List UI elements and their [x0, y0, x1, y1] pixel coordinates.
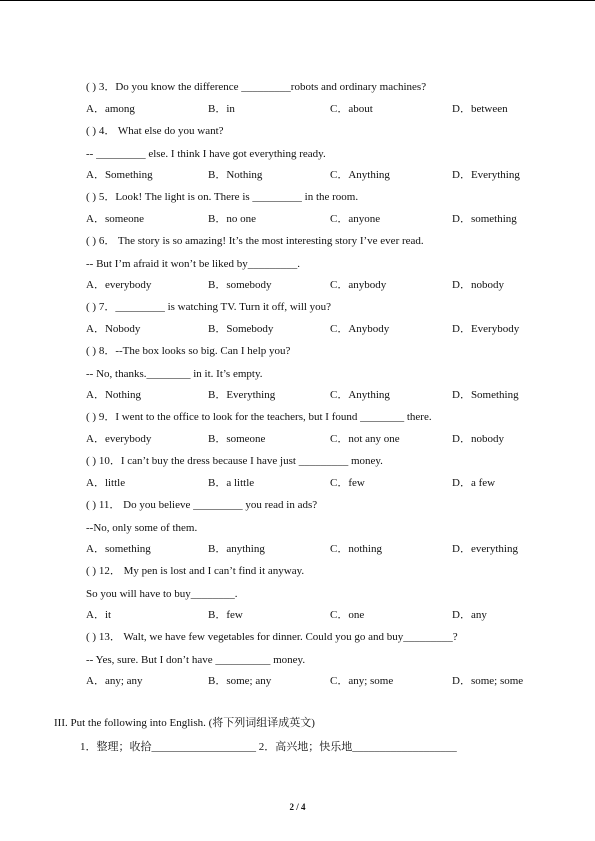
question-11-reply: --No, only some of them.	[86, 522, 198, 534]
option-d: D．everything	[452, 543, 518, 555]
option-b: B．Everything	[208, 389, 276, 401]
option-d: D．nobody	[452, 279, 504, 291]
option-d: D．a few	[452, 477, 496, 489]
option-b: B．somebody	[208, 279, 272, 291]
option-b: B．in	[208, 103, 235, 115]
option-d: D．Everybody	[452, 323, 520, 335]
option-a: A．Nobody	[86, 323, 141, 335]
option-d: D．any	[452, 609, 487, 621]
option-c: C．few	[330, 477, 365, 489]
option-a: A．Nothing	[86, 389, 141, 401]
option-a: A．everybody	[86, 433, 152, 445]
option-b: B．some; any	[208, 675, 272, 687]
translation-items: 1．整理；收拾___________________ 2．高兴地；快乐地___________________	[80, 741, 457, 753]
option-a: A．Something	[86, 169, 153, 181]
option-c: C．Anything	[330, 389, 390, 401]
question-6-options	[86, 278, 556, 292]
question-12-reply: So you will have to buy________.	[86, 588, 238, 600]
option-b: B．anything	[208, 543, 265, 555]
question-10-stem: ( ) 10．I can’t buy the dress because I have just _________ money.	[86, 455, 383, 467]
option-b: B．Nothing	[208, 169, 263, 181]
option-b: B．Somebody	[208, 323, 274, 335]
option-c: C．one	[330, 609, 365, 621]
question-13-reply: -- Yes, sure. But I don’t have __________ money.	[86, 654, 306, 666]
option-a: A．it	[86, 609, 112, 621]
option-c: C．anybody	[330, 279, 387, 291]
question-7-stem: ( ) 7．_________ is watching TV. Turn it off, will you?	[86, 301, 332, 313]
question-12-options	[86, 608, 556, 622]
question-4-reply: -- _________ else. I think I have got everything ready.	[86, 148, 326, 160]
question-8-options	[86, 388, 556, 402]
question-13-stem: ( ) 13． Walt, we have few vegetables for dinner. Could you go and buy_________?	[86, 631, 458, 643]
option-d: D．between	[452, 103, 508, 115]
question-5-options	[86, 212, 556, 226]
option-d: D．Something	[452, 389, 519, 401]
question-5-stem: ( ) 5．Look! The light is on. There is _________ in the room.	[86, 191, 359, 203]
question-8-reply: -- No, thanks.________ in it. It’s empty.	[86, 368, 263, 380]
option-c: C．Anything	[330, 169, 390, 181]
option-a: A．everybody	[86, 279, 152, 291]
option-c: C．Anybody	[330, 323, 390, 335]
question-4-stem: ( ) 4． What else do you want?	[86, 125, 224, 137]
option-b: B．a little	[208, 477, 255, 489]
page-number: 2 / 4	[289, 802, 306, 812]
option-c: C．anyone	[330, 213, 381, 225]
option-c: C．not any one	[330, 433, 400, 445]
option-c: C．any; some	[330, 675, 394, 687]
question-13-options	[86, 674, 556, 688]
question-9-options	[86, 432, 556, 446]
option-c: C．nothing	[330, 543, 382, 555]
question-3-stem: ( ) 3．Do you know the difference _________robots and ordinary machines?	[86, 81, 427, 93]
option-a: A．something	[86, 543, 151, 555]
question-6-stem: ( ) 6． The story is so amazing! It’s the most interesting story I’ve ever read.	[86, 235, 424, 247]
option-c: C．about	[330, 103, 373, 115]
question-11-stem: ( ) 11． Do you believe _________ you read in ads?	[86, 499, 318, 511]
option-b: B．someone	[208, 433, 266, 445]
question-4-options	[86, 168, 556, 182]
question-10-options	[86, 476, 556, 490]
option-a: A．little	[86, 477, 126, 489]
option-b: B．few	[208, 609, 243, 621]
question-8-stem: ( ) 8．--The box looks so big. Can I help you?	[86, 345, 291, 357]
option-b: B．no one	[208, 213, 256, 225]
question-3-options	[86, 102, 556, 116]
option-a: A．any; any	[86, 675, 143, 687]
question-12-stem: ( ) 12． My pen is lost and I can’t find it anyway.	[86, 565, 305, 577]
option-d: D．some; some	[452, 675, 524, 687]
option-a: A．someone	[86, 213, 145, 225]
option-d: D．nobody	[452, 433, 504, 445]
option-a: A．among	[86, 103, 135, 115]
question-7-options	[86, 322, 556, 336]
section-heading: III. Put the following into English. (将下列词组译成英文)	[54, 717, 315, 729]
question-11-options	[86, 542, 556, 556]
option-d: D．something	[452, 213, 517, 225]
question-9-stem: ( ) 9．I went to the office to look for the teachers, but I found ________ there.	[86, 411, 432, 423]
question-6-reply: -- But I’m afraid it won’t be liked by_________.	[86, 258, 300, 270]
option-d: D．Everything	[452, 169, 520, 181]
